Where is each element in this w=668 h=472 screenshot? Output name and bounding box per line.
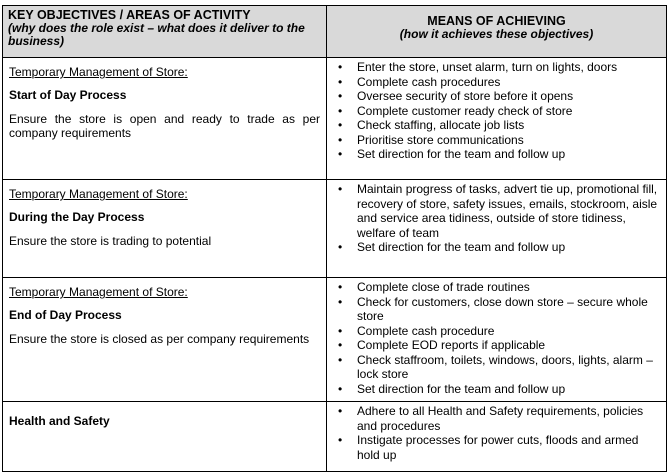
means-list <box>327 58 666 164</box>
objective-description: Ensure the store is trading to potential <box>9 234 212 248</box>
objective-title: End of Day Process <box>9 308 122 322</box>
table-row <box>3 278 667 402</box>
list-item: • Enter the store, unset alarm, turn on lights, doors <box>327 60 662 75</box>
list-item: • Check for customers, close down store – secure whole store <box>327 295 662 324</box>
objective-title: Health and Safety <box>9 414 110 428</box>
means-list <box>327 278 666 398</box>
header-means-of-achieving <box>327 6 667 58</box>
list-item: • Complete EOD reports if applicable <box>327 338 662 353</box>
list-item: • Oversee security of store before it opens <box>327 89 662 104</box>
objective-cell <box>3 180 327 278</box>
list-item: • Prioritise store communications <box>327 133 662 148</box>
means-cell <box>327 278 667 402</box>
objective-category: Temporary Management of Store: <box>9 187 188 201</box>
objective-category: Temporary Management of Store: <box>9 65 188 79</box>
means-list <box>327 180 666 257</box>
objective-category: Temporary Management of Store: <box>9 285 188 299</box>
objective-cell <box>3 402 327 472</box>
header-left-subtitle: (why does the role exist – what does it deliver to the business) <box>8 21 305 48</box>
list-item: • Set direction for the team and follow up <box>327 382 662 397</box>
table-row <box>3 402 667 472</box>
objective-title: Start of Day Process <box>9 88 127 102</box>
objective-description: Ensure the store is open and ready to trade as per company requirements <box>9 112 320 140</box>
header-right-title: MEANS OF ACHIEVING <box>427 14 566 28</box>
means-cell <box>327 58 667 180</box>
objective-title: During the Day Process <box>9 210 145 224</box>
list-item: • Check staffroom, toilets, windows, doors, lights, alarm – lock store <box>327 353 662 382</box>
objective-cell <box>3 58 327 180</box>
list-item: • Set direction for the team and follow up <box>327 147 662 162</box>
list-item: • Complete cash procedures <box>327 75 662 90</box>
list-item: • Complete cash procedure <box>327 324 662 339</box>
objectives-table <box>2 5 667 472</box>
objective-cell <box>3 278 327 402</box>
means-list <box>327 402 666 464</box>
list-item: • Set direction for the team and follow up <box>327 240 662 255</box>
list-item: • Complete customer ready check of store <box>327 104 662 119</box>
objective-description: Ensure the store is closed as per company requirements <box>9 332 310 346</box>
list-item: • Complete close of trade routines <box>327 280 662 295</box>
means-cell <box>327 402 667 472</box>
table-row <box>3 180 667 278</box>
list-item: • Instigate processes for power cuts, floods and armed hold up <box>327 433 662 462</box>
list-item: • Check staffing, allocate job lists <box>327 118 662 133</box>
table-header-row <box>3 6 667 58</box>
list-item: • Adhere to all Health and Safety requirements, policies and procedures <box>327 404 662 433</box>
list-item: • Maintain progress of tasks, advert tie up, promotional fill, recovery of store, safety issues, emails, stockroom, aisle and service area tidiness, outside of store tidiness, welfare of team <box>327 182 662 240</box>
means-cell <box>327 180 667 278</box>
header-key-objectives <box>3 6 327 58</box>
table-row <box>3 58 667 180</box>
header-left-title: KEY OBJECTIVES / AREAS OF ACTIVITY <box>8 8 251 22</box>
header-right-subtitle: (how it achieves these objectives) <box>399 27 594 41</box>
